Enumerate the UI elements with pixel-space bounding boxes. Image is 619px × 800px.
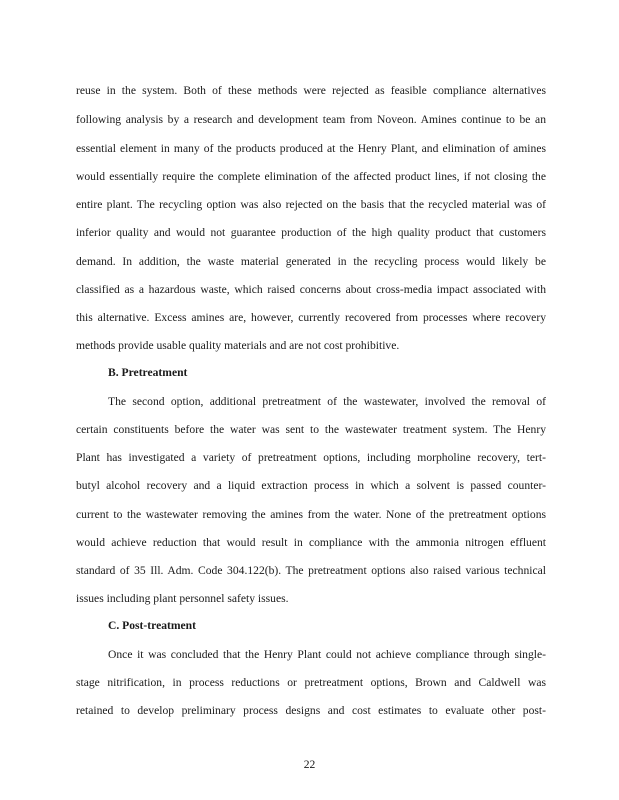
- body-line: issues including plant personnel safety issues.: [76, 592, 289, 605]
- section-heading-post-treatment: C. Post-treatment: [108, 619, 196, 632]
- body-line: butyl alcohol recovery and a liquid extraction process in which a solvent is passed counter-: [76, 479, 546, 492]
- body-line: inferior quality and would not guarantee production of the high quality product that customers: [76, 226, 546, 239]
- page-number: 22: [303, 758, 316, 771]
- body-line: The second option, additional pretreatment of the wastewater, involved the removal of: [108, 395, 546, 408]
- body-line: reuse in the system. Both of these methods were rejected as feasible compliance alternatives: [76, 84, 546, 97]
- body-line: Plant has investigated a variety of pretreatment options, including morpholine recovery, tert-: [76, 451, 546, 464]
- body-line: demand. In addition, the waste material generated in the recycling process would likely be: [76, 255, 546, 268]
- body-line: following analysis by a research and development team from Noveon. Amines continue to be an: [76, 113, 546, 126]
- body-line: would achieve reduction that would result in compliance with the ammonia nitrogen effluent: [76, 536, 546, 549]
- body-line: entire plant. The recycling option was also rejected on the basis that the recycled material was of: [76, 198, 546, 211]
- body-line: methods provide usable quality materials and are not cost prohibitive.: [76, 339, 400, 352]
- body-line: standard of 35 Ill. Adm. Code 304.122(b). The pretreatment options also raised various technical: [76, 564, 546, 577]
- section-heading-pretreatment: B. Pretreatment: [108, 366, 188, 379]
- body-line: certain constituents before the water was sent to the wastewater treatment system. The Henry: [76, 423, 546, 436]
- body-line: stage nitrification, in process reductions or pretreatment options, Brown and Caldwell was: [76, 676, 546, 689]
- body-line: classified as a hazardous waste, which raised concerns about cross-media impact associated with: [76, 283, 546, 296]
- body-line: Once it was concluded that the Henry Plant could not achieve compliance through single-: [108, 648, 546, 661]
- body-line: would essentially require the complete elimination of the affected product lines, if not closing the: [76, 170, 546, 183]
- body-line: essential element in many of the products produced at the Henry Plant, and elimination of amines: [76, 142, 546, 155]
- body-line: this alternative. Excess amines are, however, currently recovered from processes where recovery: [76, 311, 546, 324]
- body-line: retained to develop preliminary process designs and cost estimates to evaluate other post-: [76, 704, 546, 717]
- body-line: current to the wastewater removing the amines from the water. None of the pretreatment options: [76, 508, 546, 521]
